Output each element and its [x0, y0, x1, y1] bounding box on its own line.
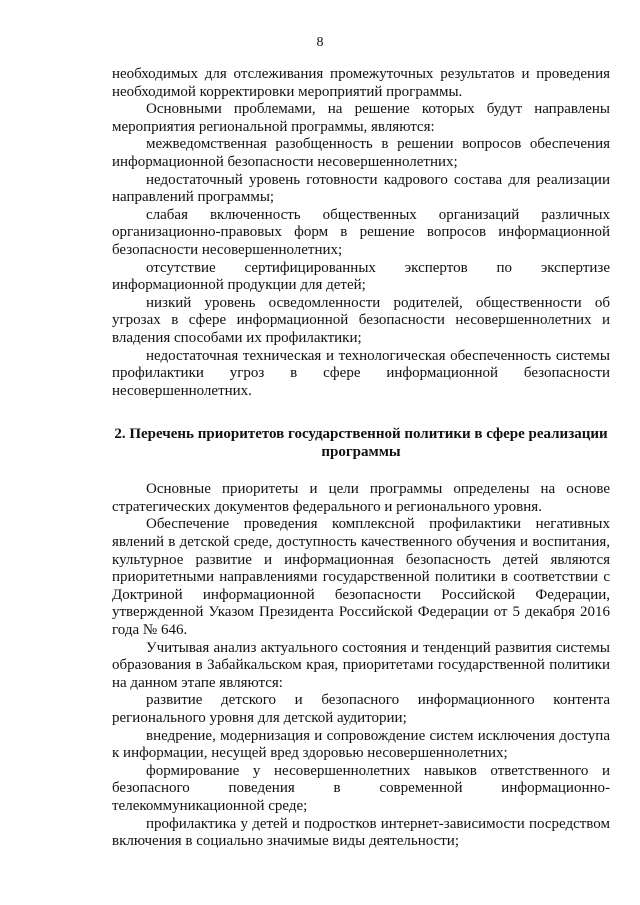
- paragraph: Основными проблемами, на решение которых будут направлены мероприятия региональной программы, являются:: [112, 101, 610, 135]
- list-item: слабая включенность общественных организаций различных организационно-правовых форм в решение вопросов информационной безопасности несовершеннолетних;: [112, 206, 610, 258]
- list-item: развитие детского и безопасного информационного контента регионального уровня для детской аудитории;: [112, 692, 610, 726]
- list-item: профилактика у детей и подростков интернет-зависимости посредством включения в социально значимые виды деятельности;: [112, 815, 610, 850]
- section-priorities: [112, 481, 610, 850]
- paragraph: необходимых для отслеживания промежуточных результатов и проведения необходимой корректировки мероприятий программы.: [112, 66, 610, 100]
- paragraph: Основные приоритеты и цели программы определены на основе стратегических документов федерального и регионального уровня.: [112, 481, 610, 515]
- paragraph: Учитывая анализ актуального состояния и тенденций развития системы образования в Забайкальском края, приоритетами государственной политики на данном этапе являются:: [112, 639, 610, 691]
- page-number: 8: [316, 35, 324, 50]
- section-heading: 2. Перечень приоритетов государственной политики в сфере реализации программы: [114, 426, 608, 461]
- list-item: межведомственная разобщенность в решении вопросов обеспечения информационной безопасности несовершеннолетних;: [112, 136, 610, 170]
- list-item: низкий уровень осведомленности родителей, общественности об угрозах в сфере информационной безопасности несовершеннолетних и владения способами их профилактики;: [112, 294, 610, 346]
- section-problems: [112, 66, 610, 400]
- list-item: недостаточный уровень готовности кадрового состава для реализации направлений программы;: [112, 171, 610, 206]
- document-body: [112, 66, 610, 851]
- list-item: недостаточная техническая и технологическая обеспеченность системы профилактики угроз в сфере информационной безопасности несовершеннолетних.: [112, 347, 610, 399]
- list-item: отсутствие сертифицированных экспертов по экспертизе информационной продукции для детей;: [112, 259, 610, 294]
- paragraph: Обеспечение проведения комплексной профилактики негативных явлений в детской среде, доступность качественного обучения и воспитания, культурное развитие и информационная безопасность детей являются приоритетными направлениями государственной политики в соответствии с Доктриной информационной безопасности Российской Федерации, утвержденной Указом Президента Российской Федерации от 5 декабря 2016 года № 646.: [112, 516, 610, 639]
- list-item: формирование у несовершеннолетних навыков ответственного и безопасного поведения в современной информационно-телекоммуникационной среде;: [112, 762, 610, 814]
- list-item: внедрение, модернизация и сопровождение систем исключения доступа к информации, несущей вред здоровью несовершеннолетних;: [112, 727, 610, 762]
